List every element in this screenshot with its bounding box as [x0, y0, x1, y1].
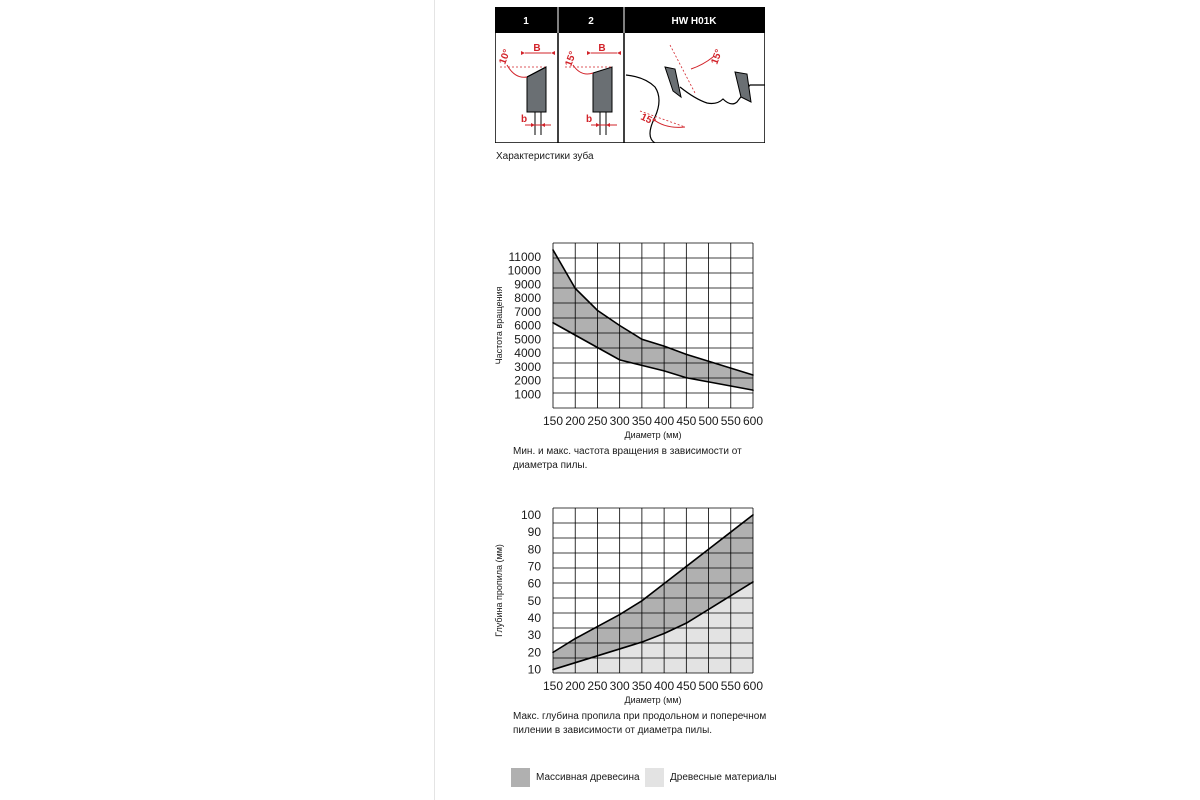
chart2-ytick-6: 70 [527, 559, 541, 574]
chart1-ytick-10: 11000 [508, 249, 541, 264]
chart2-series-0-point-4 [641, 600, 643, 602]
chart2-xtick-6: 450 [676, 679, 697, 693]
tooth-header-2: 2 [588, 16, 594, 27]
chart2-ytick-2: 30 [527, 628, 541, 643]
chart2-series-1-point-9 [752, 581, 754, 583]
chart1-ytick-8: 9000 [514, 277, 541, 292]
tooth-1-kerf-label: b [521, 114, 528, 125]
chart2-xtick-7: 500 [698, 679, 719, 693]
chart1-band-fill [553, 250, 753, 390]
chart1-ytick-0: 1000 [514, 387, 541, 402]
legend-item-solid-wood [511, 768, 640, 787]
tooth-2-kerf-label: b [586, 114, 593, 125]
chart2-xtick-4: 350 [631, 679, 652, 693]
tooth-header-1: 1 [523, 16, 529, 27]
chart2-series-0-point-6 [686, 566, 688, 568]
chart1-series-1-point-8 [730, 385, 732, 387]
tooth-caption: Характеристики зуба [496, 151, 594, 162]
chart2-xtick-0: 150 [542, 679, 564, 693]
chart1-series-0-point-6 [686, 354, 688, 356]
chart1-ytick-5: 6000 [514, 318, 541, 333]
chart1-xtick-2: 250 [587, 414, 608, 428]
chart1-xtick-6: 450 [676, 414, 697, 428]
chart2-series-0-point-8 [730, 531, 732, 533]
tooth-diagram [495, 7, 765, 143]
tooth-1-angle-label: 10° [497, 48, 513, 67]
chart2-xtick-5: 400 [654, 679, 675, 693]
chart2-xlabel: Диаметр (мм) [624, 695, 682, 705]
legend-label-wood-materials: Древесные материалы [670, 772, 777, 783]
chart1-series-0-point-0 [552, 249, 554, 251]
chart1-ytick-2: 3000 [514, 359, 541, 374]
chart1-series-1-point-9 [752, 389, 754, 391]
chart2-series-0-point-5 [663, 583, 665, 585]
chart1-series-0-point-2 [597, 310, 599, 312]
chart2-series-0-point-1 [574, 638, 576, 640]
chart1-xlabel: Диаметр (мм) [624, 430, 682, 440]
chart2-xtick-8: 550 [720, 679, 741, 693]
chart2-series-1-point-1 [574, 662, 576, 664]
tooth-3-angle-label-top: 15° [709, 48, 725, 67]
chart1-series-0-point-7 [708, 360, 710, 362]
tooth-2-angle-label: 15° [563, 50, 579, 69]
chart2-ytick-8: 90 [527, 525, 541, 540]
chart2-xtick-1: 200 [565, 679, 586, 693]
chart1-series-0-point-9 [752, 374, 754, 376]
chart2-ytick-1: 20 [527, 645, 541, 660]
chart2-xtick-3: 300 [609, 679, 630, 693]
chart2-series-0-point-2 [597, 626, 599, 628]
tooth-1-width-label: B [533, 43, 541, 54]
chart2-ytick-7: 80 [527, 542, 541, 557]
chart1-ytick-1: 2000 [514, 373, 541, 388]
chart2-xtick-9: 600 [742, 679, 764, 693]
cut-depth-chart [490, 500, 790, 705]
chart2-ytick-3: 40 [527, 611, 541, 625]
chart1-xtick-7: 500 [698, 414, 719, 428]
chart1-series-0-point-4 [641, 338, 643, 340]
legend-label-solid-wood: Массивная древесина [536, 772, 640, 783]
chart1-xtick-8: 550 [720, 414, 741, 428]
chart1-series-0-point-1 [574, 288, 576, 290]
legend-swatch-wood-materials [645, 768, 664, 787]
chart2-ytick-5: 60 [527, 576, 541, 591]
rotation-speed-caption: Мин. и макс. частота вращения в зависимости от диаметра пилы. [513, 446, 742, 471]
chart2-series-1-point-5 [663, 633, 665, 635]
cut-depth-caption: Макс. глубина пропила при продольном и поперечном пилении в зависимости от диаметра пилы. [513, 711, 767, 736]
chart2-ytick-9: 100 [520, 507, 541, 522]
rotation-speed-chart [490, 235, 790, 440]
chart1-series-1-point-6 [686, 377, 688, 379]
tooth-2-width-label: B [598, 43, 606, 54]
chart1-series-1-point-3 [619, 359, 621, 361]
chart2-series-0-point-3 [619, 614, 621, 616]
chart2-series-1-point-2 [597, 655, 599, 657]
chart1-series-1-point-2 [597, 347, 599, 349]
chart2-ytick-0: 10 [527, 662, 541, 677]
chart1-ylabel: Частота вращения [494, 286, 504, 365]
chart2-series-0-point-0 [552, 652, 554, 654]
chart2-series-1-point-0 [552, 669, 554, 671]
chart2-xtick-2: 250 [587, 679, 608, 693]
chart1-xtick-4: 350 [631, 414, 652, 428]
chart1-series-1-point-7 [708, 381, 710, 383]
chart1-series-1-point-1 [574, 334, 576, 336]
chart2-series-1-point-7 [708, 609, 710, 611]
chart2-series-1-point-6 [686, 622, 688, 624]
chart1-series-1-point-5 [663, 370, 665, 372]
chart1-series-0-point-8 [730, 367, 732, 369]
tooth-header-3: HW H01K [671, 16, 717, 27]
chart1-xtick-1: 200 [565, 414, 586, 428]
chart1-ytick-3: 4000 [514, 346, 541, 360]
chart1-xtick-3: 300 [609, 414, 630, 428]
chart1-ytick-4: 5000 [514, 332, 541, 347]
page-divider [434, 0, 435, 800]
chart2-series-1-point-3 [619, 648, 621, 650]
chart1-series-0-point-3 [619, 325, 621, 327]
chart1-xtick-0: 150 [542, 414, 564, 428]
chart2-series-0-point-7 [708, 548, 710, 550]
legend-item-wood-materials [645, 768, 777, 787]
chart1-series-1-point-0 [552, 322, 554, 324]
chart2-series-1-point-4 [641, 641, 643, 643]
legend-swatch-solid-wood [511, 768, 530, 787]
chart2-ylabel: Глубина пропила (мм) [494, 544, 504, 637]
chart2-series-1-point-8 [730, 595, 732, 597]
chart2-series-0-point-9 [752, 514, 754, 516]
chart1-xtick-9: 600 [742, 414, 764, 428]
chart1-series-1-point-4 [641, 365, 643, 367]
chart1-ytick-7: 8000 [514, 291, 541, 305]
chart1-series-0-point-5 [663, 345, 665, 347]
chart1-ytick-9: 10000 [507, 263, 541, 278]
chart1-xtick-5: 400 [654, 414, 675, 428]
chart2-ytick-4: 50 [527, 593, 541, 608]
chart1-ytick-6: 7000 [514, 304, 541, 319]
tooth-3-angle-label-bottom: 15° [638, 111, 658, 129]
